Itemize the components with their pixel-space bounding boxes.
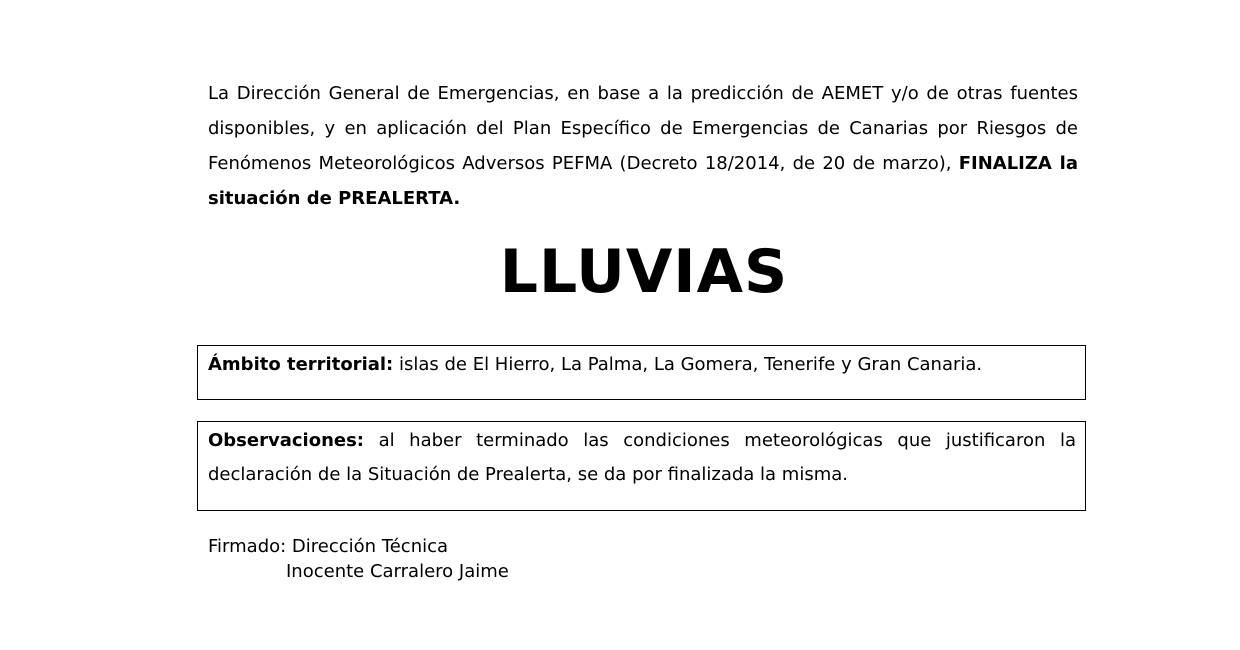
ambito-label: Ámbito territorial: — [208, 354, 394, 375]
intro-paragraph — [208, 76, 1078, 216]
observaciones-box — [197, 421, 1086, 511]
signed-by-line: Firmado: Dirección Técnica — [208, 536, 449, 557]
observaciones-label: Observaciones: — [208, 430, 365, 451]
observaciones-text: al haber terminado las condiciones meteorológicas que justificaron la declaración de la Situación de Prealerta, se da por finalizada la misma. — [208, 430, 1076, 485]
signature-block — [208, 534, 509, 584]
intro-text: La Dirección General de Emergencias, en base a la predicción de AEMET y/o de otras fuentes disponibles, y en aplicación del Plan Específico de Emergencias de Canarias por Riesgos de Fenómenos Meteorológicos Adversos PEFMA (Decreto 18/2014, de 20 de marzo), — [208, 83, 1078, 174]
ambito-territorial-box — [197, 345, 1086, 400]
signer-name: Inocente Carralero Jaime — [286, 561, 509, 582]
page-title: LLUVIAS — [499, 237, 789, 307]
ambito-text: islas de El Hierro, La Palma, La Gomera, Tenerife y Gran Canaria. — [393, 354, 983, 375]
intro-emphasis: FINALIZA la situación de PREALERTA. — [208, 153, 1078, 209]
